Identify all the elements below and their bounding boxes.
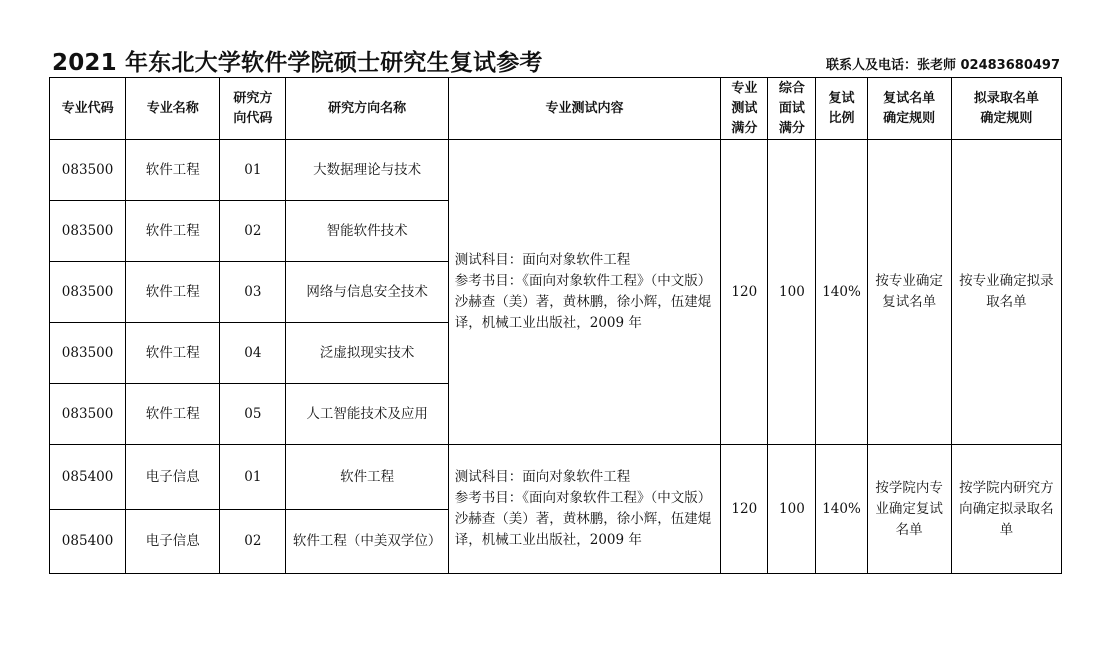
admit-rule: 按专业确定拟录 取名单 — [951, 140, 1061, 445]
major-code: 085400 — [50, 510, 126, 574]
direction-code: 05 — [220, 384, 286, 445]
direction-code: 01 — [220, 445, 286, 510]
major-code: 083500 — [50, 262, 126, 323]
direction-code: 02 — [220, 201, 286, 262]
major-code: 083500 — [50, 201, 126, 262]
retest-ratio: 140% — [816, 140, 867, 445]
header-major-name: 专业名称 — [126, 78, 220, 140]
header-direction-code: 研究方 向代码 — [220, 78, 286, 140]
major-code: 083500 — [50, 384, 126, 445]
header-admit-rule: 拟录取名单 确定规则 — [951, 78, 1061, 140]
major-name: 软件工程 — [126, 323, 220, 384]
header-major-code: 专业代码 — [50, 78, 126, 140]
major-code: 083500 — [50, 323, 126, 384]
direction-name: 网络与信息安全技术 — [286, 262, 448, 323]
table-row — [50, 140, 1062, 201]
list-rule: 按学院内专 业确定复试 名单 — [867, 445, 951, 574]
page-title: 2021 年东北大学软件学院硕士研究生复试参考 — [52, 50, 543, 76]
direction-code: 04 — [220, 323, 286, 384]
direction-code: 03 — [220, 262, 286, 323]
interview-score: 100 — [768, 140, 816, 445]
direction-name: 软件工程 — [286, 445, 448, 510]
test-content: 测试科目：面向对象软件工程 参考书目：《面向对象软件工程》（中文版） 沙赫查（美）著，黄林鹏，徐小辉，伍建焜 译，机械工业出版社，2009 年 — [448, 140, 721, 445]
retest-table — [49, 77, 1062, 574]
admit-rule: 按学院内研究方 向确定拟录取名 单 — [951, 445, 1061, 574]
test-score: 120 — [721, 445, 768, 574]
major-name: 电子信息 — [126, 510, 220, 574]
header-test-score: 专业 测试 满分 — [721, 78, 768, 140]
major-code: 083500 — [50, 140, 126, 201]
direction-name: 大数据理论与技术 — [286, 140, 448, 201]
direction-code: 01 — [220, 140, 286, 201]
header-ratio: 复试 比例 — [816, 78, 867, 140]
table-row — [50, 445, 1062, 510]
retest-ratio: 140% — [816, 445, 867, 574]
major-name: 软件工程 — [126, 201, 220, 262]
header-list-rule: 复试名单 确定规则 — [867, 78, 951, 140]
major-name: 电子信息 — [126, 445, 220, 510]
header-direction-name: 研究方向名称 — [286, 78, 448, 140]
major-code: 085400 — [50, 445, 126, 510]
header-row — [50, 78, 1062, 140]
direction-name: 软件工程（中美双学位） — [286, 510, 448, 574]
direction-name: 人工智能技术及应用 — [286, 384, 448, 445]
header-interview-score: 综合 面试 满分 — [768, 78, 816, 140]
direction-name: 泛虚拟现实技术 — [286, 323, 448, 384]
direction-name: 智能软件技术 — [286, 201, 448, 262]
direction-code: 02 — [220, 510, 286, 574]
contact-info: 联系人及电话：张老师 02483680497 — [825, 58, 1060, 73]
major-name: 软件工程 — [126, 262, 220, 323]
header-test-content: 专业测试内容 — [448, 78, 721, 140]
list-rule: 按专业确定 复试名单 — [867, 140, 951, 445]
major-name: 软件工程 — [126, 384, 220, 445]
test-score: 120 — [721, 140, 768, 445]
test-content: 测试科目：面向对象软件工程 参考书目：《面向对象软件工程》（中文版） 沙赫查（美）著，黄林鹏，徐小辉，伍建焜 译，机械工业出版社，2009 年 — [448, 445, 721, 574]
interview-score: 100 — [768, 445, 816, 574]
major-name: 软件工程 — [126, 140, 220, 201]
